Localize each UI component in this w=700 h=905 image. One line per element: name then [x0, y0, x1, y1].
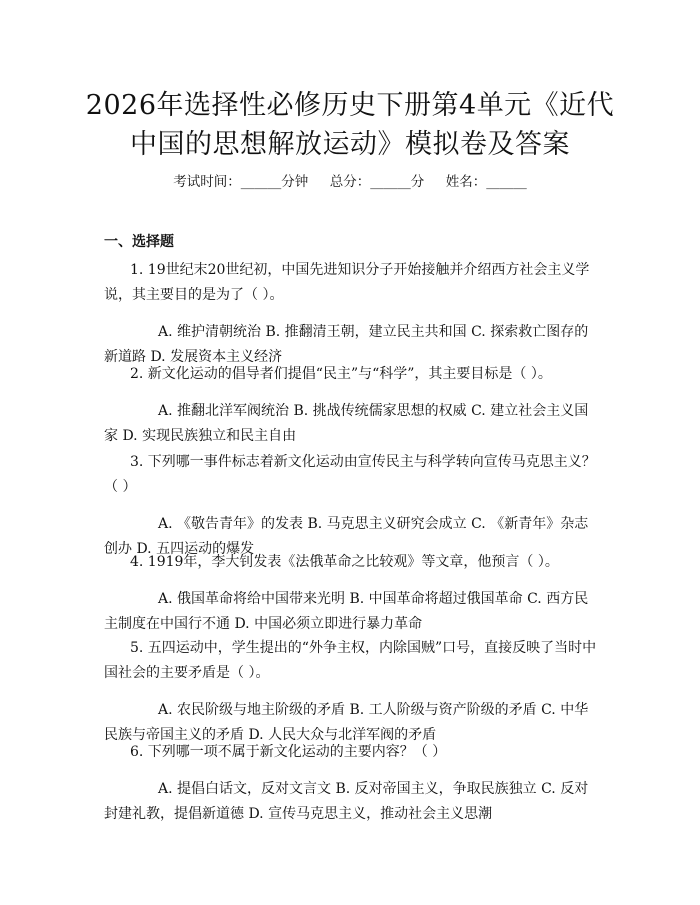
title-line-1: 2026年选择性必修历史下册第4单元《近代 [85, 90, 615, 121]
question-text: 1. 19世纪末20世纪初，中国先进知识分子开始接触并介绍西方社会主义学说，其主要目的是为了（ ）。 [104, 262, 590, 303]
section-heading: 一、选择题 [104, 234, 174, 250]
question-text: 3. 下列哪一事件标志着新文化运动由宣传民主与科学转向宣传马克思主义？（ ） [104, 454, 596, 495]
question-1 [104, 258, 600, 370]
question-6 [104, 740, 600, 827]
question-5 [104, 636, 600, 748]
question-options: A. 提倡白话文，反对文言文 B. 反对帝国主义，争取民族独立 C. 反对封建礼教，提倡新道德 D. 宣传马克思主义，推动社会主义思潮 [104, 781, 589, 822]
question-2 [104, 362, 600, 449]
question-options: A. 俄国革命将给中国带来光明 B. 中国革命将超过俄国革命 C. 西方民主制度在中国行不通 D. 中国必须立即进行暴力革命 [104, 591, 589, 632]
question-options: A. 推翻北洋军阀统治 B. 挑战传统儒家思想的权威 C. 建立社会主义国家 D. 实现民族独立和民主自由 [104, 403, 589, 444]
exam-meta: 考试时间：______分钟 总分：______分 姓名：______ [173, 174, 527, 190]
question-text: 5. 五四运动中，学生提出的“外争主权，内除国贼”口号，直接反映了当时中国社会的主要矛盾是（ ）。 [104, 640, 597, 681]
question-text: 4. 1919年，李大钊发表《法俄革命之比较观》等文章，他预言（ ）。 [130, 554, 559, 570]
document-title [60, 86, 640, 164]
question-text: 6. 下列哪一项不属于新文化运动的主要内容？（ ） [130, 744, 447, 760]
question-text: 2. 新文化运动的倡导者们提倡“民主”与“科学”，其主要目标是（ ）。 [130, 366, 552, 382]
title-line-2: 中国的思想解放运动》模拟卷及答案 [130, 129, 570, 160]
question-3 [104, 450, 600, 562]
question-4 [104, 550, 600, 637]
question-options: A. 维护清朝统治 B. 推翻清王朝，建立民主共和国 C. 探索救亡图存的新道路 D. 发展资本主义经济 [104, 324, 589, 365]
question-options: A. 《敬告青年》的发表 B. 马克思主义研究会成立 C. 《新青年》杂志创办 D. 五四运动的爆发 [104, 516, 589, 557]
question-options: A. 农民阶级与地主阶级的矛盾 B. 工人阶级与资产阶级的矛盾 C. 中华民族与帝国主义的矛盾 D. 人民大众与北洋军阀的矛盾 [104, 702, 589, 743]
